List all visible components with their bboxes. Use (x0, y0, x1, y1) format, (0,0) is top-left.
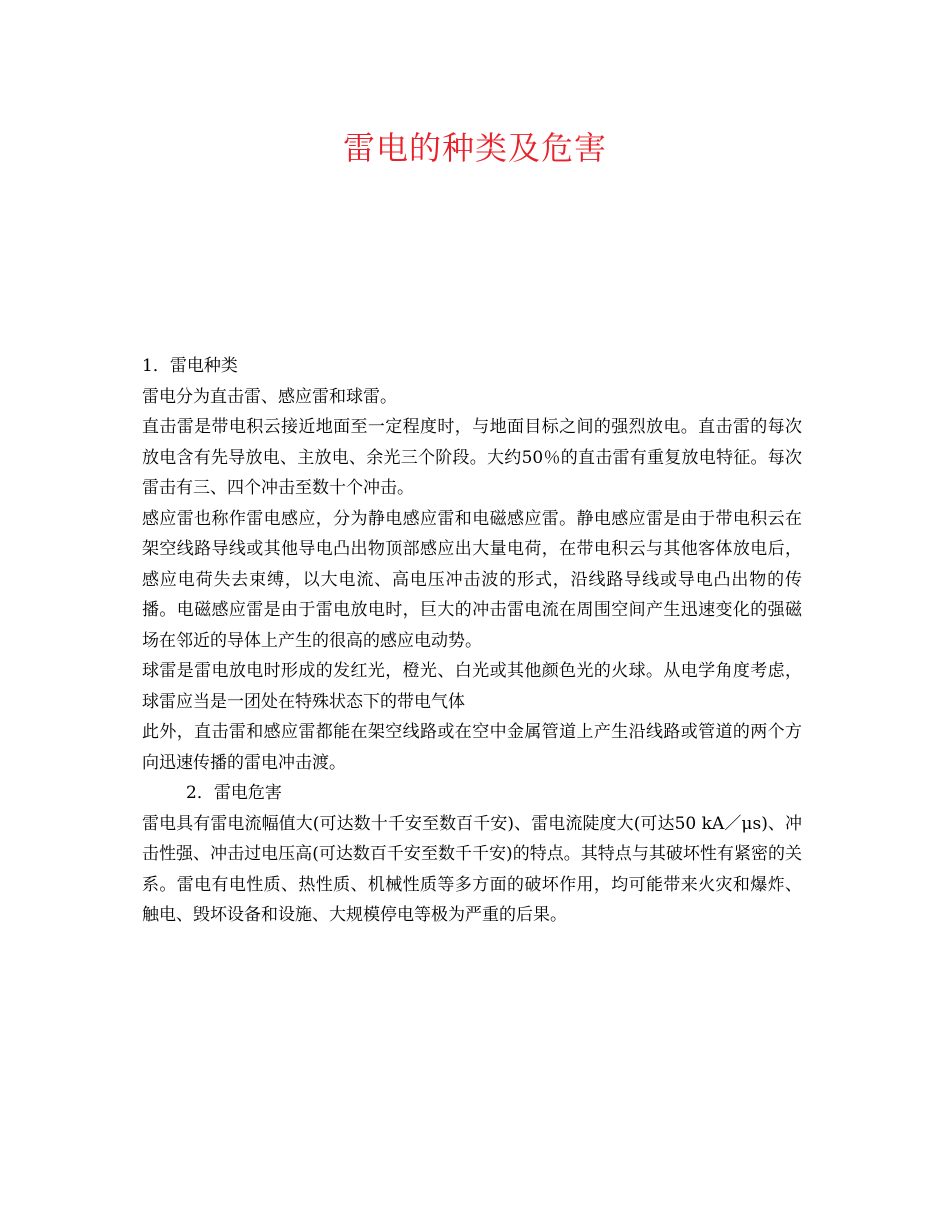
section-heading-lightning-hazards: 2．雷电危害 (186, 783, 282, 803)
paragraph-lightning-classification: 雷电分为直击雷、感应雷和球雷。 (142, 386, 397, 407)
document-title: 雷电的种类及危害 (342, 129, 607, 167)
paragraph-induced-lightning: 感应雷也称作雷电感应，分为静电感应雷和电磁感应雷。静电感应雷是由于带电积云在架空线路导线或其他导电凸出物顶部感应出大量电荷，在带电积云与其他客体放电后，感应电荷失去束缚，以大电流、高电压冲击波的形式，沿线路导线或导电凸出物的传播。电磁感应雷是由于雷电放电时，巨大的冲击雷电流在周围空间产生迅速变化的强磁场在邻近的导体上产生的很高的感应电动势。 (142, 508, 802, 651)
paragraph-lightning-hazards: 雷电具有雷电流幅值大(可达数十千安至数百千安)、雷电流陡度大(可达50 kA／μs)、冲击性强、冲击过电压高(可达数百千安至数千千安)的特点。其特点与其破坏性有紧密的关系。雷电有电性质、热性质、机械性质等多方面的破坏作用，均可能带来火灾和爆炸、触电、毁坏设备和设施、大规模停电等极为严重的后果。 (142, 813, 802, 925)
paragraph-ball-lightning: 球雷是雷电放电时形成的发红光，橙光、白光或其他颜色光的火球。从电学角度考虑，球雷应当是一团处在特殊状态下的带电气体 (142, 661, 802, 712)
section-heading-lightning-types: 1．雷电种类 (142, 356, 238, 376)
paragraph-direct-lightning: 直击雷是带电积云接近地面至一定程度时，与地面目标之间的强烈放电。直击雷的每次放电含有先导放电、主放电、余光三个阶段。大约50％的直击雷有重复放电特征。每次雷击有三、四个冲击至数十个冲击。 (142, 417, 802, 498)
document-body (142, 351, 802, 931)
paragraph-surge-propagation: 此外，直击雷和感应雷都能在架空线路或在空中金属管道上产生沿线路或管道的两个方向迅速传播的雷电冲击渡。 (142, 722, 802, 773)
